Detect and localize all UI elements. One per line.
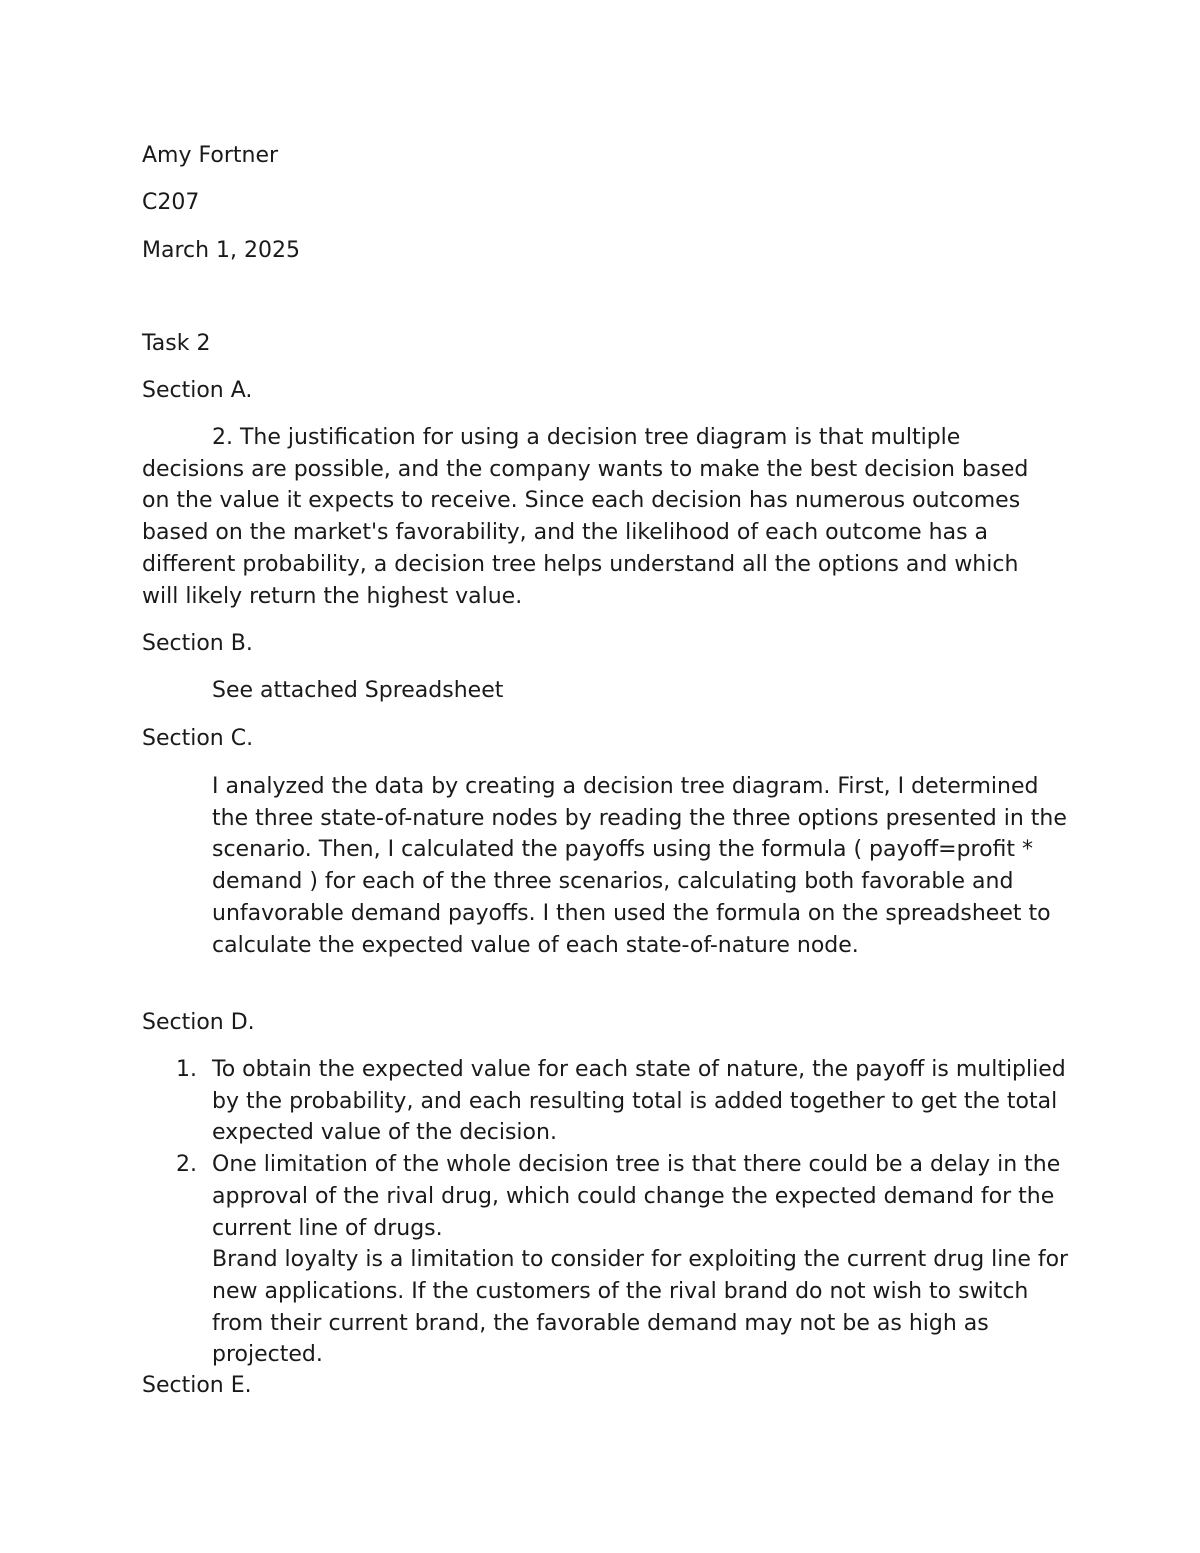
section-c-heading: Section C. [142, 726, 254, 751]
section-d-list [176, 1054, 1072, 1371]
section-b-text: See attached Spreadsheet [212, 678, 504, 703]
list-item-continuation: Brand loyalty is a limitation to consider for exploiting the current drug line for new applications. If the customers of the rival brand do not wish to switch from their current brand, the favorable demand may not be as high as projected. [212, 1247, 1069, 1368]
section-d-heading: Section D. [142, 1010, 255, 1035]
list-item-text: One limitation of the whole decision tree is that there could be a delay in the approval of the rival drug, which could change the expected demand for the current line of drugs. [212, 1152, 1061, 1241]
list-item [176, 1054, 1072, 1149]
section-c-paragraph: I analyzed the data by creating a decision tree diagram. First, I determined the three state-of-nature nodes by reading the three options presented in the scenario. Then, I calculated the payoffs using the formula ( payoff=profit * demand ) for each of the three scenarios, calculating both favorable and unfavorable demand payoffs. I then used the formula on the spreadsheet to calculate the expected value of each state-of-nature node. [212, 774, 1067, 958]
list-item-number: 2. [176, 1152, 197, 1178]
author-name: Amy Fortner [142, 143, 279, 168]
section-b-heading: Section B. [142, 631, 253, 656]
list-item-text: To obtain the expected value for each state of nature, the payoff is multiplied by the probability, and each resulting total is added together to get the total expected value of the decision. [212, 1057, 1066, 1146]
list-item-number: 1. [176, 1057, 197, 1082]
section-e-heading: Section E. [142, 1373, 252, 1398]
course-code: C207 [142, 190, 200, 215]
section-a-paragraph: 2. The justification for using a decision tree diagram is that multiple decisions are possible, and the company wants to make the best decision based on the value it expects to receive. Since each decision has numerous outcomes based on the market's favorability, and the likelihood of each outcome has a different probability, a decision tree helps understand all the options and which will likely return the highest value. [142, 425, 1029, 609]
document-date: March 1, 2025 [142, 238, 301, 263]
task-title: Task 2 [142, 331, 211, 356]
list-item [176, 1149, 1072, 1371]
section-a-heading: Section A. [142, 378, 253, 403]
